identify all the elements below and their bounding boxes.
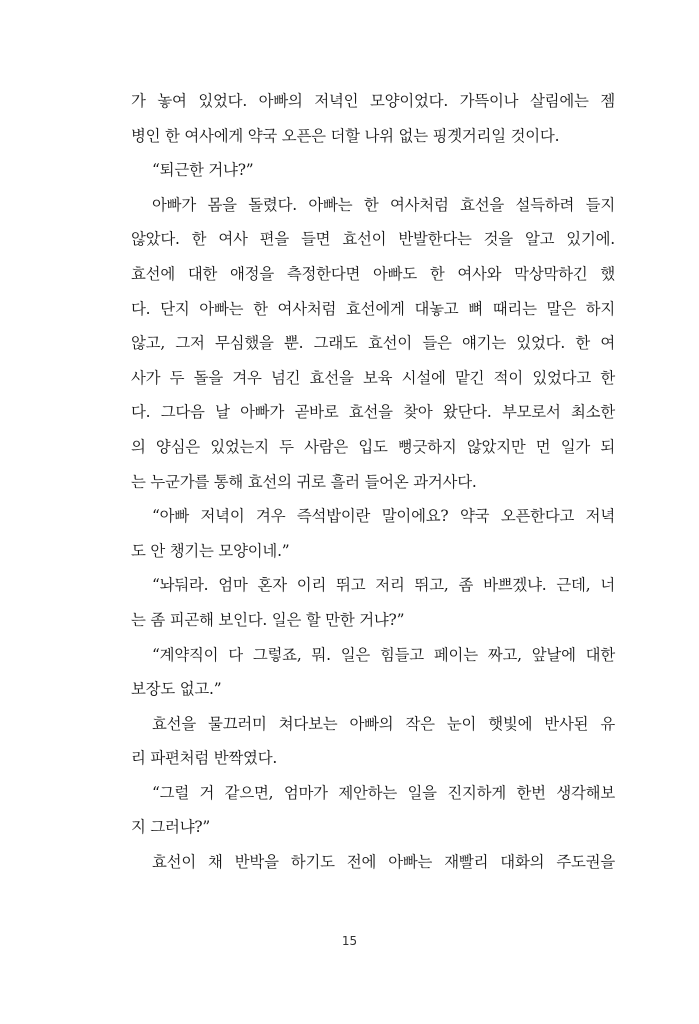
text-line: 지 그러냐?” — [131, 818, 211, 837]
text-line: “그럴 거 같으면, 엄마가 제안하는 일을 진지하게 한번 생각해보 — [152, 783, 615, 802]
page-number: 15 — [341, 934, 358, 948]
text-line: 는 누군가를 통해 효선의 귀로 흘러 들어온 과거사다. — [131, 472, 477, 491]
text-line: 효선에 대한 애정을 측정한다면 아빠도 한 여사와 막상막하긴 했 — [131, 264, 615, 283]
text-line: 효선이 채 반박을 하기도 전에 아빠는 재빨리 대화의 주도권을 — [152, 853, 615, 872]
text-line: 는 좀 피곤해 보인다. 일은 할 만한 거냐?” — [131, 610, 405, 629]
text-line: 병인 한 여사에게 약국 오픈은 더할 나위 없는 핑곗거리일 것이다. — [131, 126, 560, 145]
text-line: 의 양심은 있었는지 두 사람은 입도 뻥긋하지 않았지만 먼 일가 되 — [131, 437, 615, 456]
body-text — [131, 84, 615, 880]
text-line: “퇴근한 거냐?” — [152, 161, 254, 180]
text-line: 아빠가 몸을 돌렸다. 아빠는 한 여사처럼 효선을 설득하려 들지 — [152, 195, 615, 214]
text-line: 않았다. 한 여사 편을 들면 효선이 반발한다는 것을 알고 있기에. — [131, 230, 615, 249]
text-line: 효선을 물끄러미 쳐다보는 아빠의 작은 눈이 햇빛에 반사된 유 — [152, 714, 615, 733]
text-line: “놔둬라. 엄마 혼자 이리 뛰고 저리 뛰고, 좀 바쁘겠냐. 근데, 너 — [152, 576, 615, 595]
text-line: 리 파편처럼 반짝였다. — [131, 749, 278, 768]
text-line: 다. 그다음 날 아빠가 곧바로 효선을 찾아 왔단다. 부모로서 최소한 — [131, 403, 615, 422]
text-line: “계약직이 다 그렇죠, 뭐. 일은 힘들고 페이는 짜고, 앞날에 대한 — [152, 645, 615, 664]
text-line: 도 안 챙기는 모양이네.” — [131, 541, 290, 560]
text-line: 않고, 그저 무심했을 뿐. 그래도 효선이 들은 얘기는 있었다. 한 여 — [131, 334, 615, 353]
text-line: 다. 단지 아빠는 한 여사처럼 효선에게 대놓고 뼈 때리는 말은 하지 — [131, 299, 615, 318]
text-line: 가 놓여 있었다. 아빠의 저녁인 모양이었다. 가뜩이나 살림에는 젬 — [131, 92, 615, 110]
text-line: 보장도 없고.” — [131, 680, 222, 699]
text-line: 사가 두 돌을 겨우 넘긴 효선을 보육 시설에 맡긴 적이 있었다고 한 — [131, 368, 615, 387]
text-line: “아빠 저녁이 겨우 즉석밥이란 말이에요? 약국 오픈한다고 저녁 — [152, 507, 615, 526]
